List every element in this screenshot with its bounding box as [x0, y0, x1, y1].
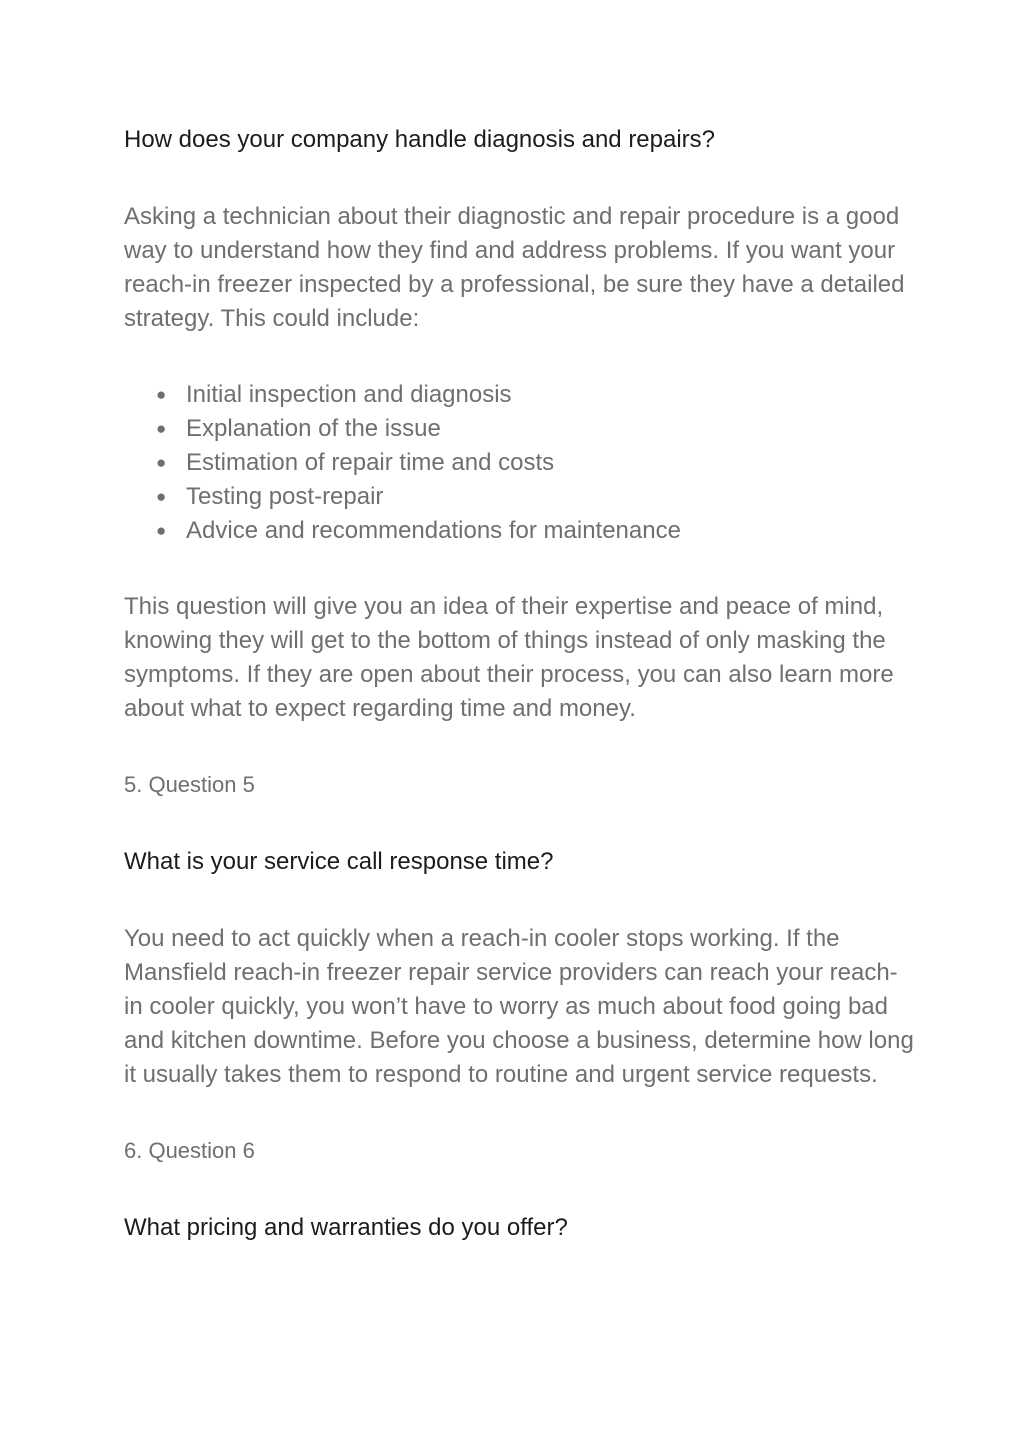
list-item-text: Testing post-repair [186, 483, 384, 510]
spacer [124, 726, 914, 768]
list-item [124, 514, 914, 548]
response-time-paragraph: You need to act quickly when a reach-in cooler stops working. If the Mansfield reach-in freezer repair service providers can reach your reach-in cooler quickly, you won’t have to worry as much about food going bad and kitchen downtime. Before you choose a business, determine how long it usually takes them to respond to routine and urgent service requests. [124, 925, 914, 1088]
bullet-icon: ● [156, 521, 167, 540]
list-item [124, 446, 914, 480]
bullet-icon: ● [156, 419, 167, 438]
bullet-icon: ● [156, 453, 167, 472]
spacer [124, 879, 914, 922]
list-item [124, 378, 914, 412]
list-item-text: Explanation of the issue [186, 415, 441, 442]
list-item-text: Estimation of repair time and costs [186, 449, 555, 476]
procedure-bullet-list [124, 378, 914, 548]
list-item [124, 480, 914, 514]
bullet-icon: ● [156, 487, 167, 506]
question-5-label: 5. Question 5 [124, 772, 255, 797]
spacer [124, 802, 914, 845]
list-item-text: Advice and recommendations for maintenance [186, 517, 681, 544]
list-item [124, 412, 914, 446]
question-6-label: 6. Question 6 [124, 1138, 255, 1163]
expertise-paragraph: This question will give you an idea of their expertise and peace of mind, knowing they will get to the bottom of things instead of only masking the symptoms. If they are open about their process, you can also learn more about what to expect regarding time and money. [124, 593, 894, 722]
question-5-heading: What is your service call response time? [124, 848, 554, 875]
spacer [124, 157, 914, 200]
list-item-text: Initial inspection and diagnosis [186, 381, 512, 408]
spacer [124, 336, 914, 378]
question-6-heading: What pricing and warranties do you offer? [124, 1214, 568, 1241]
spacer [124, 548, 914, 590]
question-4-heading: How does your company handle diagnosis and repairs? [124, 126, 716, 153]
spacer [124, 1168, 914, 1211]
spacer [124, 1092, 914, 1134]
diagnosis-intro-paragraph: Asking a technician about their diagnostic and repair procedure is a good way to understand how they find and address problems. If you want your reach-in freezer inspected by a professional, be sure they have a detailed strategy. This could include: [124, 203, 905, 332]
bullet-icon: ● [156, 385, 167, 404]
document-page [124, 123, 914, 1245]
